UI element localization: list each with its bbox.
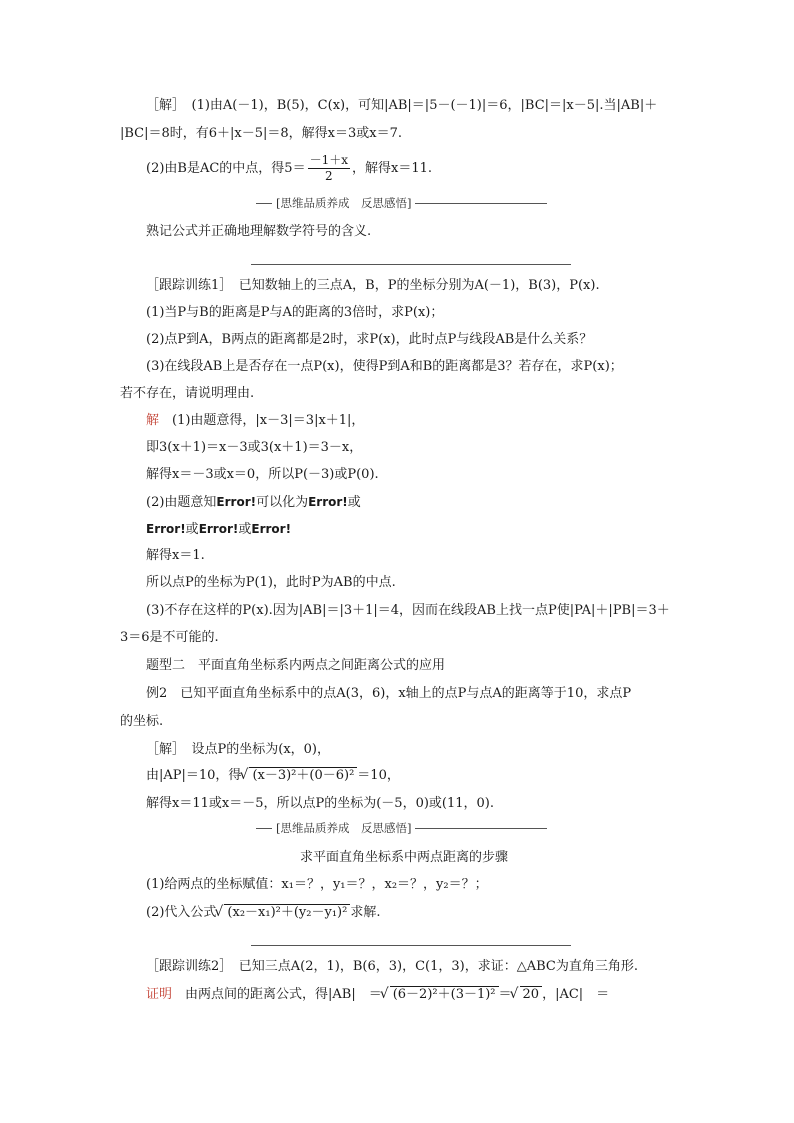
text: ＝10， bbox=[357, 768, 400, 783]
radicand: (6－2)²＋(3－1)² bbox=[390, 986, 499, 1002]
solution-line bbox=[146, 766, 400, 786]
square-root bbox=[216, 903, 350, 923]
text: (2)代入公式 bbox=[146, 905, 217, 920]
radicand: (x－3)²＋(0－6)² bbox=[249, 767, 357, 783]
answer-line: 所以点P的坐标为P(1)，此时P为AB的中点. bbox=[146, 575, 396, 590]
error-text: Error! bbox=[216, 495, 257, 509]
radicand: (x₂－x₁)²＋(y₂－y₁)² bbox=[224, 904, 350, 920]
error-text: Error! bbox=[308, 495, 348, 509]
text: 可以化为 bbox=[256, 495, 309, 510]
square-root bbox=[382, 985, 499, 1005]
banner-rule bbox=[256, 203, 272, 204]
text: (2)由B是AC的中点，得5＝ bbox=[146, 161, 306, 176]
example-text: 的坐标. bbox=[120, 714, 164, 729]
reflection-banner bbox=[256, 195, 547, 211]
text: 求解. bbox=[350, 905, 381, 920]
text: (2)由题意知 bbox=[146, 495, 217, 510]
text: ，解得x＝11. bbox=[351, 161, 432, 176]
answer-line: 即3(x＋1)＝x－3或3(x＋1)＝3－x， bbox=[146, 440, 363, 455]
solution-line: ［解］ 设点P的坐标为(x，0)， bbox=[146, 742, 330, 757]
section-divider bbox=[251, 945, 571, 946]
text: 由两点间的距离公式，得|AB| ＝ bbox=[172, 987, 382, 1002]
text: 由|AP|＝10，得 bbox=[146, 768, 242, 783]
banner-title: [思维品质养成 反思感悟] bbox=[276, 821, 412, 835]
answer-label: 解 bbox=[146, 413, 160, 428]
exercise-item: (1)当P与B的距离是P与A的距离的3倍时，求P(x)； bbox=[146, 305, 444, 320]
error-text: Error! bbox=[146, 522, 186, 536]
text: 或 bbox=[238, 522, 252, 537]
section-divider bbox=[251, 264, 571, 265]
banner-title: [思维品质养成 反思感悟] bbox=[276, 196, 412, 210]
answer-line: 解得x＝－3或x＝0，所以P(－3)或P(0). bbox=[146, 467, 379, 482]
reflection-text: 熟记公式并正确地理解数学符号的含义. bbox=[146, 224, 372, 239]
banner-rule bbox=[415, 828, 547, 829]
square-root bbox=[512, 985, 543, 1005]
text: ＝ bbox=[498, 987, 512, 1002]
text: 或 bbox=[347, 495, 361, 510]
reflection-step: (1)给两点的坐标赋值：x₁＝？，y₁＝？，x₂＝？，y₂＝？； bbox=[146, 877, 488, 892]
reflection-title: 求平面直角坐标系中两点距离的步骤 bbox=[300, 850, 509, 865]
exercise-item: 若不存在，请说明理由. bbox=[120, 386, 255, 401]
exercise-item: (2)点P到A，B两点的距离都是2时，求P(x)，此时点P与线段AB是什么关系？ bbox=[146, 332, 593, 347]
solution-line: 解得x＝11或x＝－5，所以点P的坐标为(－5，0)或(11，0). bbox=[146, 796, 494, 811]
error-text: Error! bbox=[251, 522, 292, 536]
example-text: 例2 已知平面直角坐标系中的点A(3，6)，x轴上的点P与点A的距离等于10，求点P bbox=[146, 686, 632, 701]
text: (1)由题意得，|x－3|＝3|x＋1|， bbox=[159, 413, 365, 428]
exercise-item: (3)在线段AB上是否存在一点P(x)，使得P到A和B的距离都是3？若存在，求P(x)； bbox=[146, 359, 623, 374]
banner-rule bbox=[256, 828, 272, 829]
banner-rule bbox=[415, 203, 547, 204]
radicand: 20 bbox=[520, 986, 543, 1002]
fraction-numerator: －1＋x bbox=[309, 153, 348, 167]
fraction bbox=[308, 153, 350, 184]
section-heading: 题型二 平面直角坐标系内两点之间距离公式的应用 bbox=[146, 658, 446, 673]
answer-line: 3＝6是不可能的. bbox=[120, 630, 219, 645]
error-text: Error! bbox=[198, 522, 239, 536]
reflection-step bbox=[146, 903, 380, 923]
proof-line bbox=[146, 985, 609, 1005]
answer-line bbox=[146, 519, 291, 540]
answer-line bbox=[146, 492, 361, 513]
text: 或 bbox=[185, 522, 199, 537]
solution-line: ［解］ (1)由A(－1)，B(5)，C(x)，可知|AB|＝|5－(－1)|＝6，|BC|＝|x－5|.当|AB|＋ bbox=[146, 98, 658, 113]
reflection-banner bbox=[256, 820, 547, 836]
answer-line: (3)不存在这样的P(x).因为|AB|＝|3＋1|＝4，因而在线段AB上找一点P使|PA|＋|PB|＝3＋ bbox=[146, 603, 670, 618]
exercise-heading: ［跟踪训练2］ 已知三点A(2，1)，B(6，3)，C(1，3)，求证：△ABC为直角三角形. bbox=[146, 959, 638, 974]
fraction-denominator: 2 bbox=[324, 169, 333, 183]
solution-line: |BC|＝8时，有6＋|x－5|＝8，解得x＝3或x＝7. bbox=[120, 126, 403, 141]
answer-line bbox=[146, 411, 364, 431]
exercise-heading: ［跟踪训练1］ 已知数轴上的三点A，B，P的坐标分别为A(－1)，B(3)，P(x). bbox=[146, 278, 600, 293]
square-root bbox=[241, 766, 357, 786]
proof-label: 证明 bbox=[146, 987, 173, 1002]
solution-line-fraction bbox=[146, 152, 432, 186]
answer-line: 解得x＝1. bbox=[146, 548, 205, 563]
text: ，|AC| ＝ bbox=[542, 987, 610, 1002]
